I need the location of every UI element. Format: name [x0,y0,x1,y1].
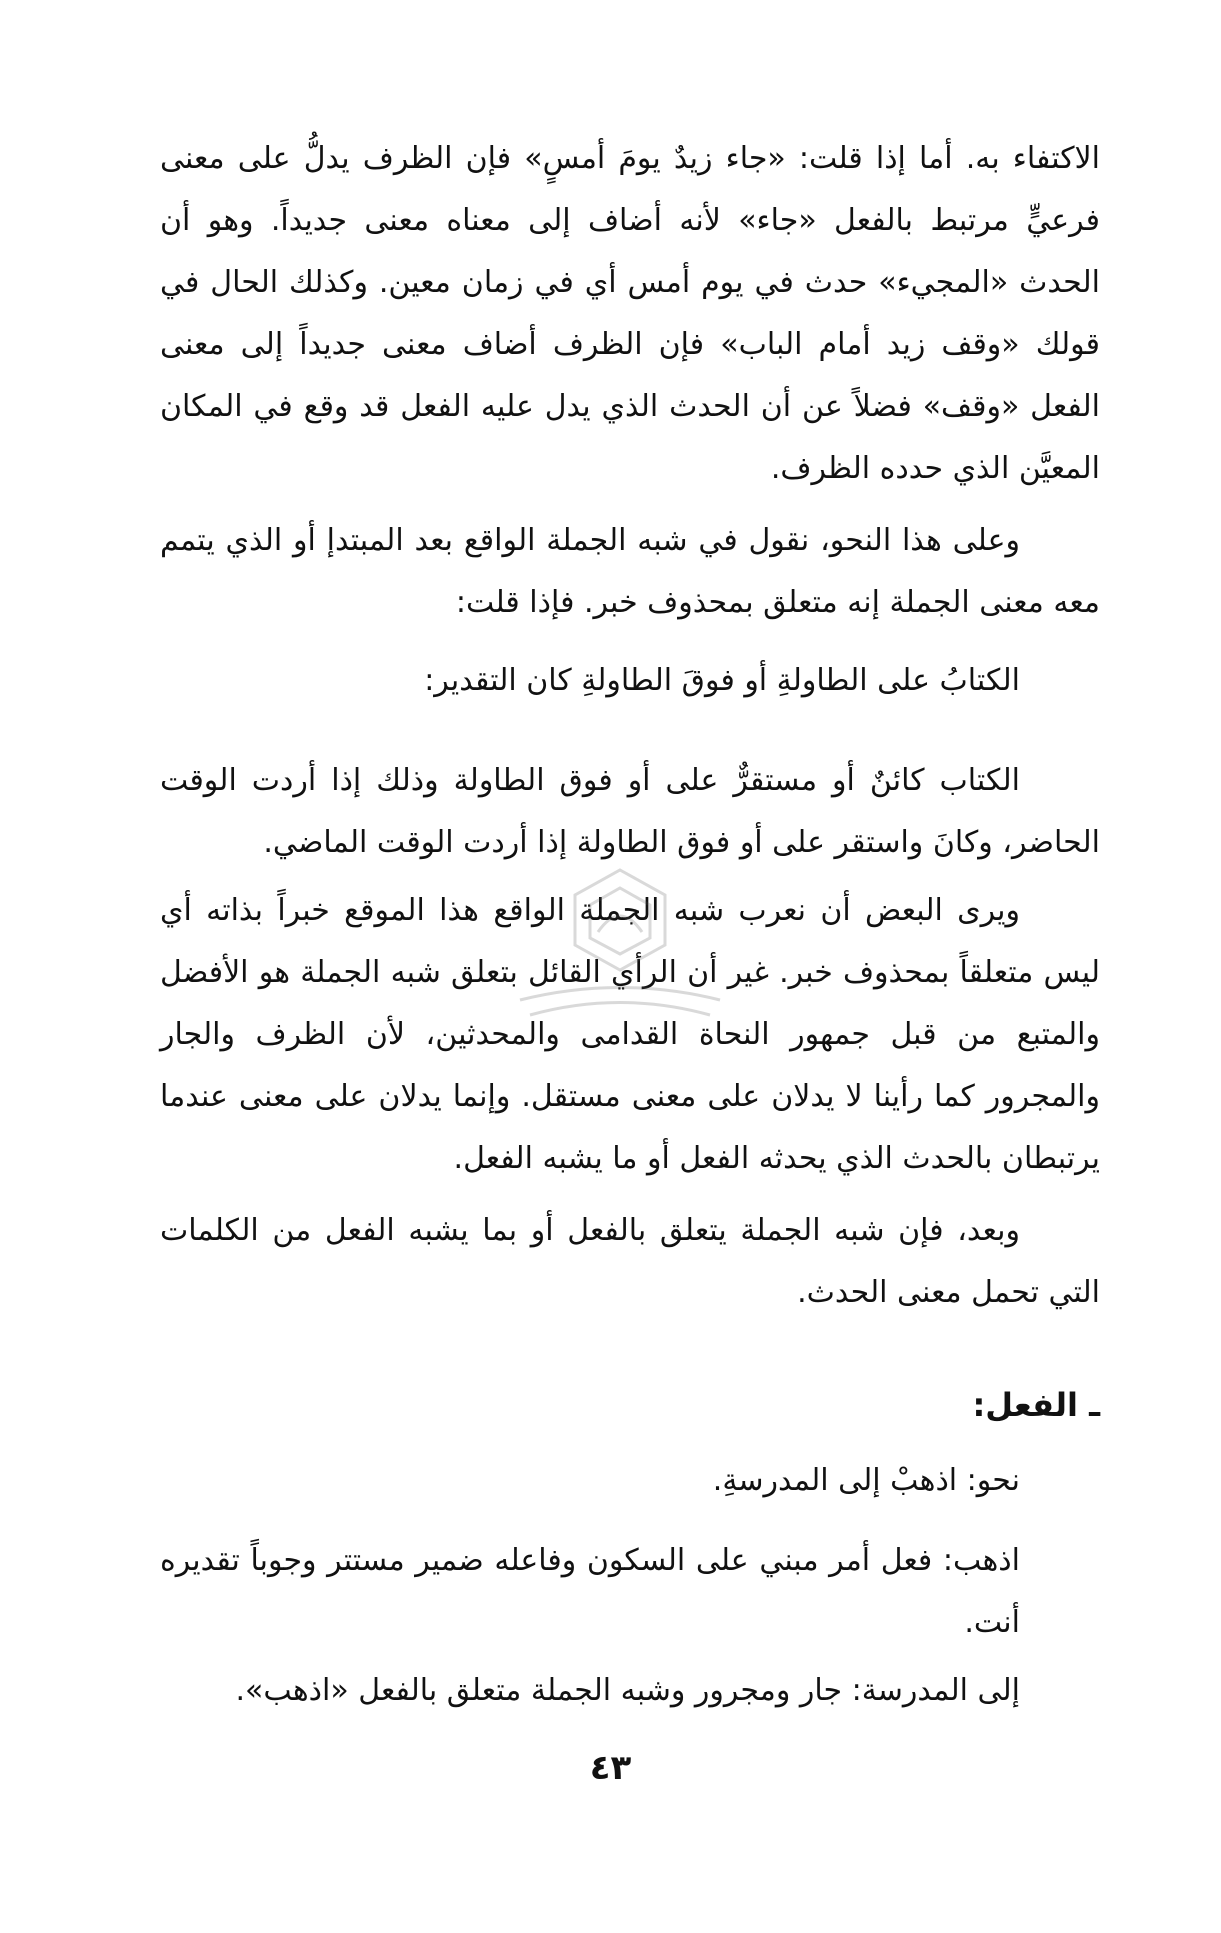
analysis-prep-phrase: إلى المدرسة: جار ومجرور وشبه الجملة متعلق بالفعل «اذهب». [235,1673,1020,1708]
paragraph-5: ويرى البعض أن نعرب شبه الجملة الواقع هذا الموقع خبراً بذاته أي ليس متعلقاً بمحذوف خبر. غير أن الرأي القائل بتعلق شبه الجملة هو الأفضل والمتبع من قبل جمهور النحاة القدامى والمحدثين، لأن الظرف والجار والمجرور كما رأينا لا يدلان على معنى مستقل. وإنما يدلان على معنى عندما يرتبطان بالحدث الذي يحدثه الفعل أو ما يشبه الفعل. [160,893,1100,1176]
page-number: ٤٣ [589,1748,632,1788]
paragraph-2-block [160,510,1100,634]
paragraph-3-block [160,650,1100,712]
paragraph-2: وعلى هذا النحو، نقول في شبه الجملة الواقع بعد المبتدإ أو الذي يتمم معه معنى الجملة إنه متعلق بمحذوف خبر. فإذا قلت: [160,523,1100,620]
paragraph-4: الكتاب كائنٌ أو مستقرٌّ على أو فوق الطاولة وذلك إذا أردت الوقت الحاضر، وكانَ واستقر على أو فوق الطاولة إذا أردت الوقت الماضي. [160,763,1100,860]
paragraph-6-block [160,1200,1100,1324]
paragraph-1-block [160,128,1100,500]
paragraph-3: الكتابُ على الطاولةِ أو فوقَ الطاولةِ كان التقدير: [424,663,1020,698]
paragraph-6: وبعد، فإن شبه الجملة يتعلق بالفعل أو بما يشبه الفعل من الكلمات التي تحمل معنى الحدث. [160,1213,1100,1310]
seal-logo-icon [500,850,740,1040]
section-heading: ـ الفعل: [972,1386,1100,1424]
analysis-verb: اذهب: فعل أمر مبني على السكون وفاعله ضمير مستتر وجوباً تقديره أنت. [160,1543,1020,1640]
paragraph-1: الاكتفاء به. أما إذا قلت: «جاء زيدٌ يومَ أمسٍ» فإن الظرف يدلُّ على معنى فرعيٍّ مرتبط بالفعل «جاء» لأنه أضاف إلى معناه معنى جديداً. وهو أن الحدث «المجيء» حدث في يوم أمس أي في زمان معين. وكذلك الحال في قولك «وقف زيد أمام الباب» فإن الظرف أضاف معنى جديداً إلى معنى الفعل «وقف» فضلاً عن أن الحدث الذي يدل عليه الفعل قد وقع في المكان المعيَّن الذي حدده الظرف. [160,141,1100,486]
example-sentence: نحو: اذهبْ إلى المدرسةِ. [712,1463,1020,1498]
